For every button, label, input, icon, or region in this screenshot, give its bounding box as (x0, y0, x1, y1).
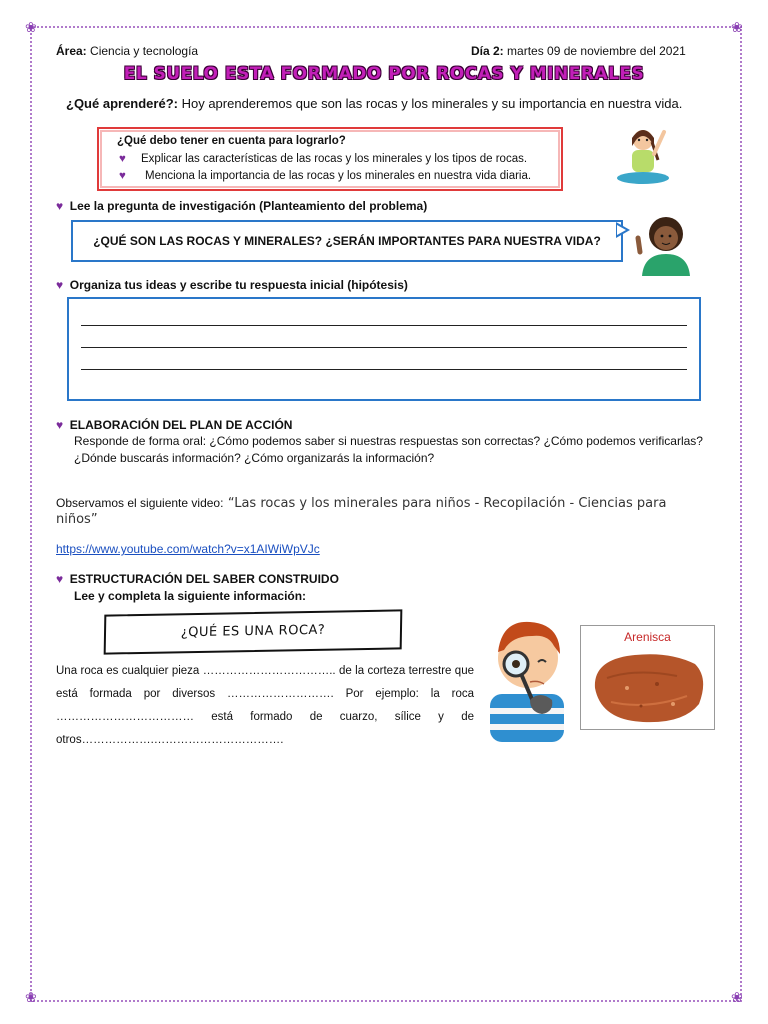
heart-bullet-icon: ♥ (119, 153, 126, 165)
investigation-heading (56, 199, 427, 213)
answer-line[interactable] (81, 347, 687, 348)
heart-bullet-icon: ♥ (56, 418, 64, 432)
corner-ornament-icon: ❀ (731, 19, 743, 35)
paragraph-line: otros……………….……………………………. (56, 734, 284, 746)
goal-item: Menciona la importancia de las rocas y los minerales en nuestra vida diaria. (145, 170, 532, 182)
plan-line: ¿Dónde buscarás información? ¿Cómo organizarás la información? (74, 451, 435, 465)
video-title-line: niños” (56, 512, 98, 527)
rock-paragraph (56, 660, 474, 752)
area-header (56, 44, 198, 58)
plan-heading (56, 418, 292, 432)
page-title: EL SUELO ESTA FORMADO POR ROCAS Y MINERALES (123, 64, 645, 84)
heart-bullet-icon: ♥ (56, 199, 64, 213)
video-section (56, 494, 716, 512)
rock-question-title: ¿QUÉ ES UNA ROCA? (180, 622, 326, 641)
boy-magnifier-illustration (482, 612, 574, 742)
goals-box (97, 127, 563, 191)
paragraph-line: Una roca es cualquier pieza …………………………….. de la corteza terrestre que (56, 665, 474, 677)
day-value: martes 09 de noviembre del 2021 (507, 44, 686, 58)
learn-label: ¿Qué aprenderé?: (66, 96, 178, 111)
girl-thinking-illustration (632, 208, 700, 276)
area-value: Ciencia y tecnología (90, 44, 199, 58)
speech-tail-inner (617, 225, 626, 235)
hypothesis-label: Organiza tus ideas y escribe tu respuesta inicial (hipótesis) (69, 278, 408, 292)
video-link[interactable]: https://www.youtube.com/watch?v=x1AIWiWpVJc (56, 542, 320, 556)
answer-line[interactable] (81, 325, 687, 326)
question-box (71, 220, 623, 262)
hypothesis-heading (56, 278, 408, 292)
video-prefix: Observamos el siguiente video: (56, 496, 224, 510)
day-label: Día 2: (471, 44, 504, 58)
learn-section (66, 96, 682, 111)
corner-ornament-icon: ❀ (731, 989, 743, 1005)
arenisca-label: Arenisca (624, 630, 671, 644)
corner-ornament-icon: ❀ (25, 989, 37, 1005)
plan-line: Responde de forma oral: ¿Cómo podemos saber si nuestras respuestas son correctas? ¿Cómo podemos verificarlas? (74, 434, 703, 448)
learn-text: Hoy aprenderemos que son las rocas y los minerales y su importancia en nuestra vida. (181, 96, 683, 111)
hypothesis-answer-box[interactable] (67, 297, 701, 401)
video-title-line: “Las rocas y los minerales para niños - Recopilación - Ciencias para (227, 496, 667, 511)
answer-line[interactable] (81, 369, 687, 370)
area-label: Área: (56, 44, 87, 58)
knowledge-heading (56, 572, 339, 586)
girl-sitting-illustration (612, 120, 674, 186)
sandstone-rock-image (587, 648, 708, 726)
goal-item: Explicar las características de las rocas y los minerales y los tipos de rocas. (141, 153, 528, 165)
heart-bullet-icon: ♥ (56, 572, 64, 586)
corner-ornament-icon: ❀ (25, 19, 37, 35)
heart-bullet-icon: ♥ (119, 170, 126, 182)
knowledge-subtitle: Lee y completa la siguiente información: (74, 589, 307, 603)
arenisca-image-box (580, 625, 715, 730)
investigation-label: Lee la pregunta de investigación (Planteamiento del problema) (69, 199, 428, 213)
knowledge-title: ESTRUCTURACIÓN DEL SABER CONSTRUIDO (69, 572, 339, 586)
plan-title: ELABORACIÓN DEL PLAN DE ACCIÓN (69, 418, 293, 432)
paragraph-line: ……………………………… está formado de cuarzo, sílice y de (56, 711, 474, 723)
goals-title: ¿Qué debo tener en cuenta para lograrlo? (117, 135, 346, 147)
rock-question-box (104, 609, 403, 654)
heart-bullet-icon: ♥ (56, 278, 64, 292)
day-header (471, 44, 686, 58)
investigation-question: ¿QUÉ SON LAS ROCAS Y MINERALES? ¿SERÁN IMPORTANTES PARA NUESTRA VIDA? (93, 234, 601, 248)
paragraph-line: está formada por diversos ………………………. Por ejemplo: la roca (56, 688, 474, 700)
